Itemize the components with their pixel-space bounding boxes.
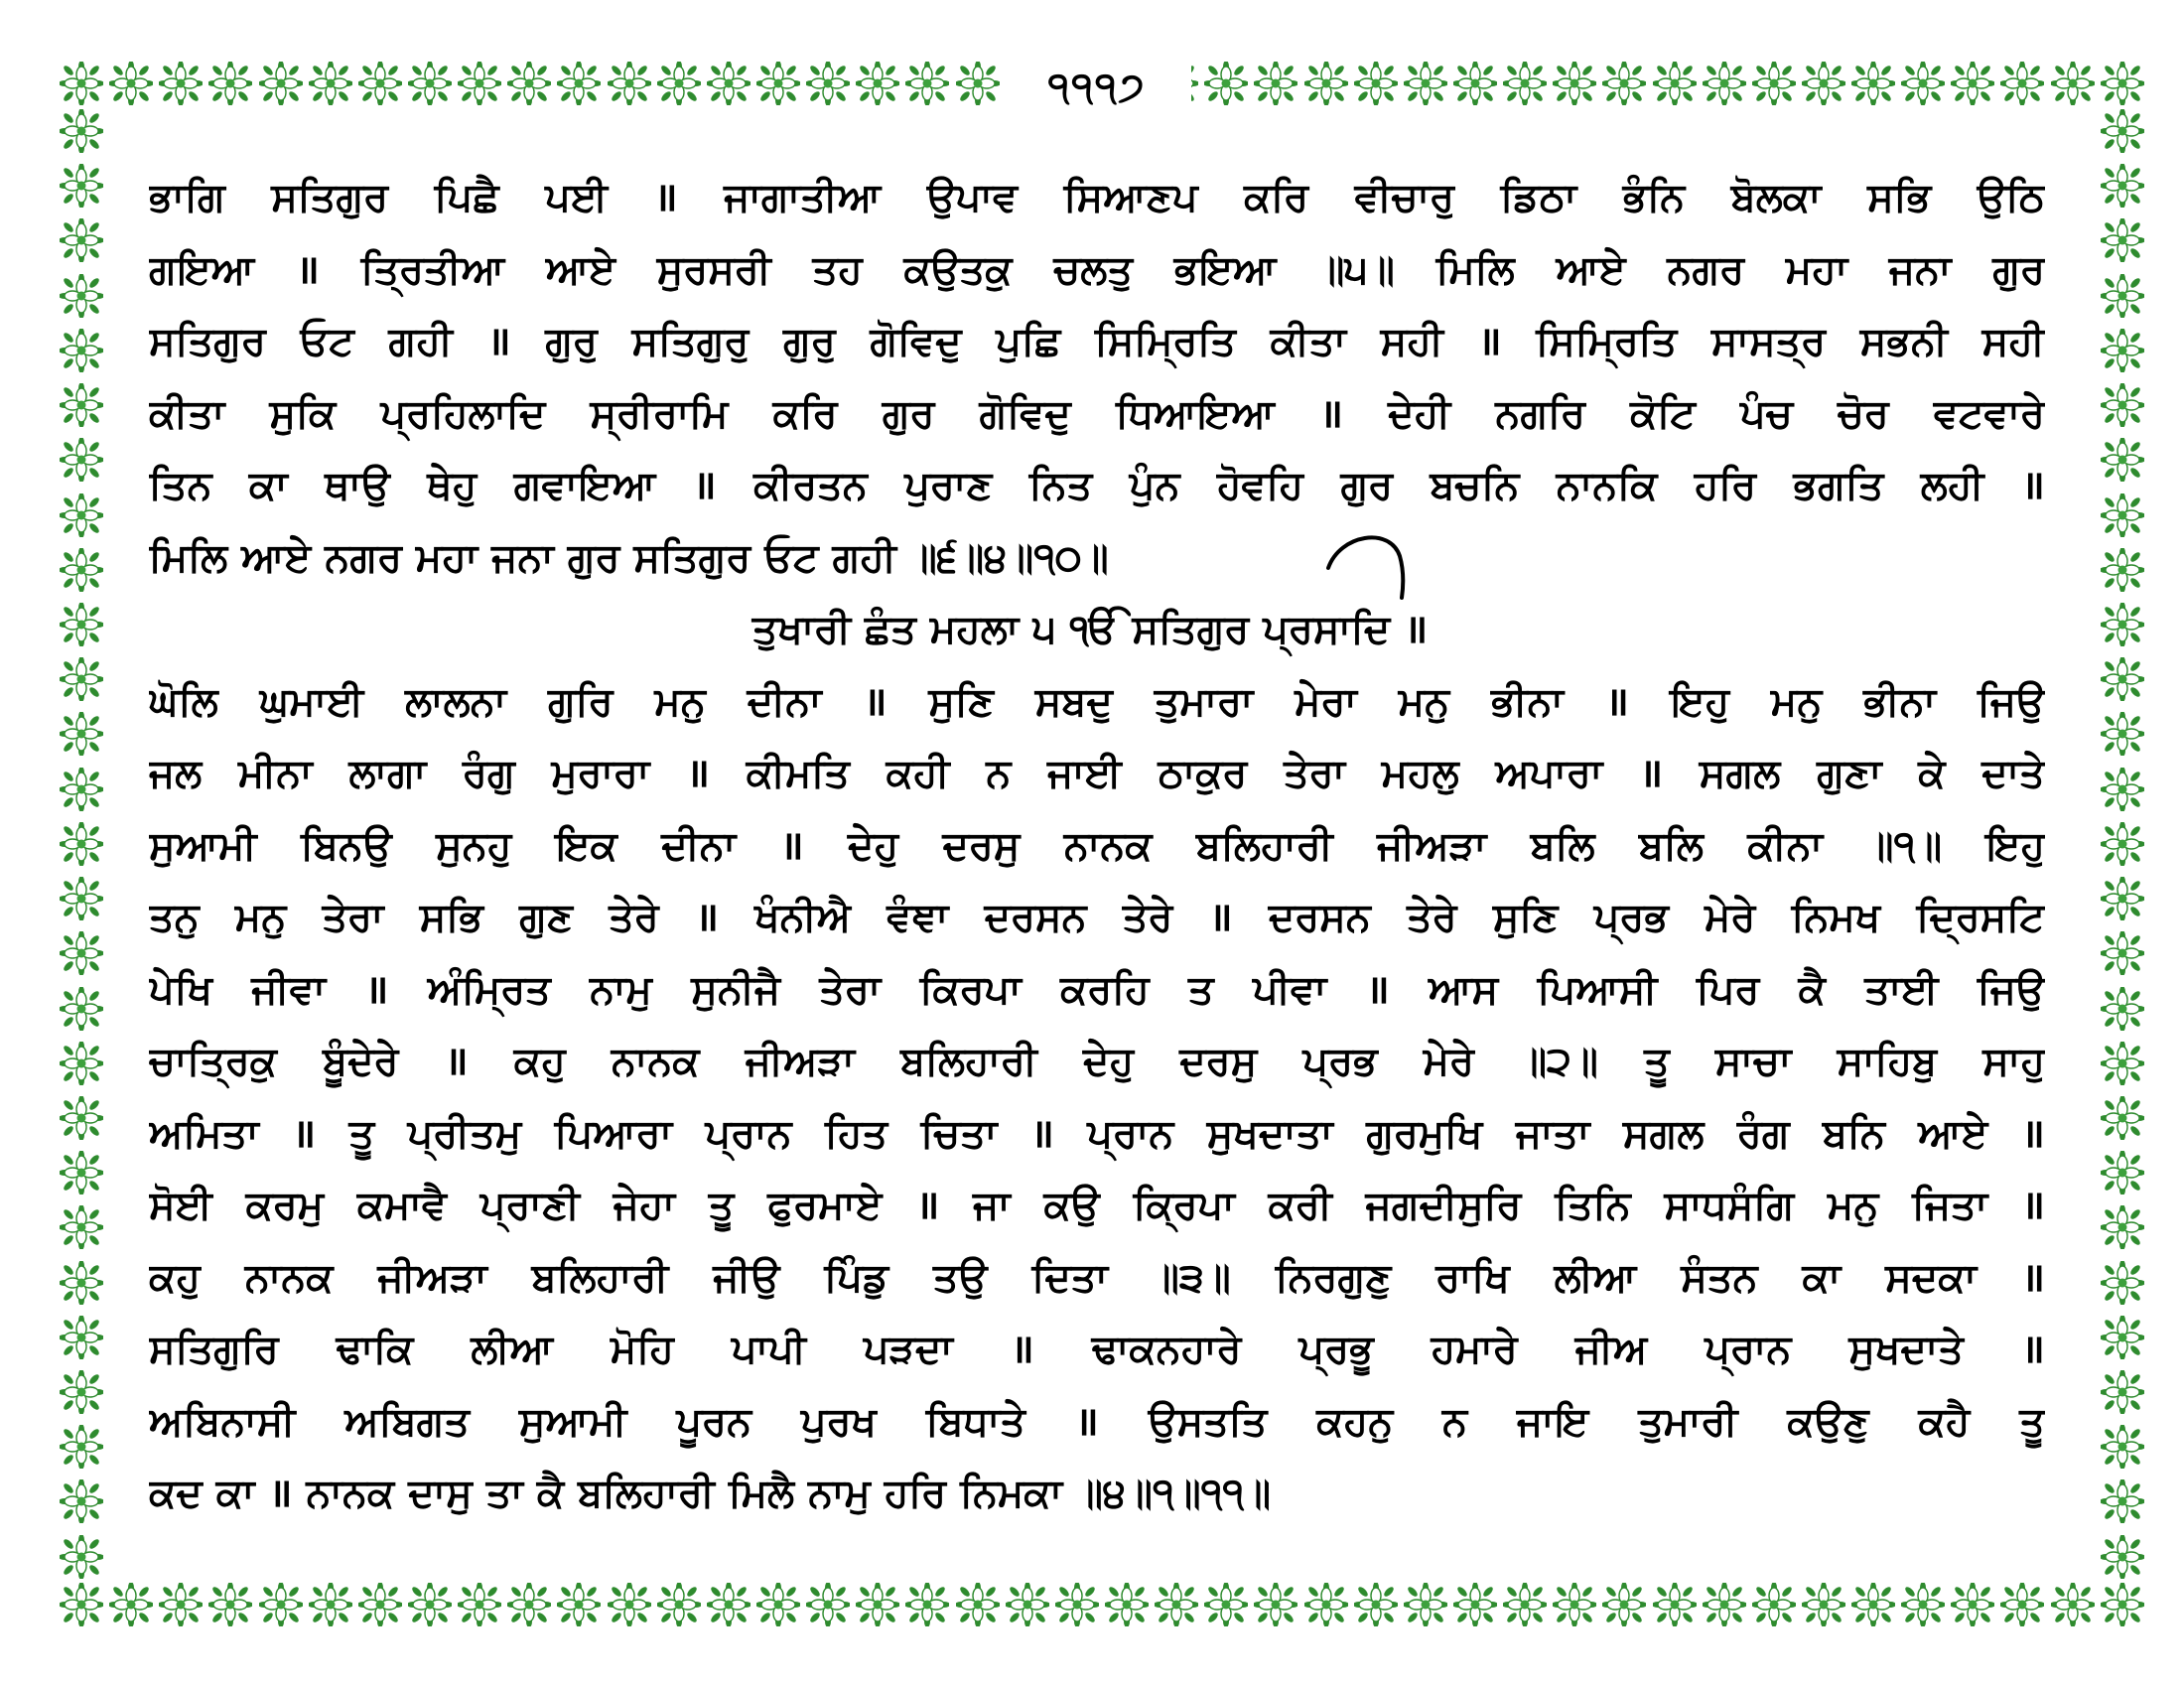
jasmine-flower-icon: [2101, 1583, 2144, 1626]
jasmine-flower-icon: [60, 931, 103, 975]
decorative-border-right: [2101, 109, 2144, 1579]
jasmine-flower-icon: [856, 62, 899, 105]
text-line: ਕੀਤਾ ਸੁਕਿ ਪ੍ਰਹਿਲਾਦਿ ਸ੍ਰੀਰਾਮਿ ਕਰਿ ਗੁਰ ਗੋਵਿਦੁ ਧਿਆਇਆ ॥ ਦੇਹੀ ਨਗਰਿ ਕੋਟਿ ਪੰਚ ਚੋਰ ਵਟਵਾਰੇ: [149, 390, 2045, 437]
jasmine-flower-icon: [60, 657, 103, 701]
jasmine-flower-icon: [2101, 548, 2144, 592]
jasmine-flower-icon: [60, 274, 103, 318]
jasmine-flower-icon: [208, 62, 252, 105]
jasmine-flower-icon: [1105, 1583, 1149, 1626]
jasmine-flower-icon: [159, 1583, 203, 1626]
jasmine-flower-icon: [2101, 768, 2144, 811]
jasmine-flower-icon: [1602, 62, 1646, 105]
jasmine-flower-icon: [60, 603, 103, 646]
text-line: ਸੁਆਮੀ ਬਿਨਉ ਸੁਨਹੁ ਇਕ ਦੀਨਾ ॥ ਦੇਹੁ ਦਰਸੁ ਨਾਨਕ ਬਲਿਹਾਰੀ ਜੀਅੜਾ ਬਲਿ ਬਲਿ ਕੀਨਾ ॥੧॥ ਇਹੁ: [149, 822, 2045, 869]
jasmine-flower-icon: [1752, 62, 1796, 105]
jasmine-flower-icon: [507, 1583, 551, 1626]
jasmine-flower-icon: [2051, 1583, 2095, 1626]
text-line: ਚਾਤ੍ਰਿਕੁ ਬੂੰਦੇਰੇ ॥ ਕਹੁ ਨਾਨਕ ਜੀਅੜਾ ਬਲਿਹਾਰੀ ਦੇਹੁ ਦਰਸੁ ਪ੍ਰਭ ਮੇਰੇ ॥੨॥ ਤੂ ਸਾਚਾ ਸਾਹਿਬੁ ਸਾਹੁ: [149, 1039, 2045, 1084]
jasmine-flower-icon: [60, 438, 103, 482]
jasmine-flower-icon: [60, 1370, 103, 1414]
text-line: ਅਬਿਨਾਸੀ ਅਬਿਗਤ ਸੁਆਮੀ ਪੂਰਨ ਪੁਰਖ ਬਿਧਾਤੇ ॥ ਉਸਤਤਿ ਕਹਨੁ ਨ ਜਾਇ ਤੁਮਾਰੀ ਕਉਣੁ ਕਹੈ ਤੂ: [149, 1398, 2045, 1445]
jasmine-flower-icon: [60, 329, 103, 372]
jasmine-flower-icon: [1254, 1583, 1297, 1626]
scripture-text-body: [149, 162, 2045, 1530]
jasmine-flower-icon: [1503, 62, 1547, 105]
jasmine-flower-icon: [458, 1583, 501, 1626]
jasmine-flower-icon: [608, 62, 651, 105]
page-number-container: [1003, 58, 1191, 117]
jasmine-flower-icon: [856, 1583, 899, 1626]
jasmine-flower-icon: [1304, 1583, 1348, 1626]
jasmine-flower-icon: [60, 218, 103, 262]
jasmine-flower-icon: [1951, 1583, 1994, 1626]
jasmine-flower-icon: [60, 768, 103, 811]
jasmine-flower-icon: [309, 1583, 352, 1626]
jasmine-flower-icon: [2101, 1425, 2144, 1469]
jasmine-flower-icon: [1204, 1583, 1248, 1626]
jasmine-flower-icon: [259, 62, 303, 105]
jasmine-flower-icon: [707, 1583, 751, 1626]
jasmine-flower-icon: [2101, 1151, 2144, 1195]
jasmine-flower-icon: [60, 1535, 103, 1579]
page-number: ੧੧੧੭: [1047, 65, 1147, 110]
jasmine-flower-icon: [60, 1316, 103, 1359]
jasmine-flower-icon: [905, 62, 949, 105]
jasmine-flower-icon: [2101, 931, 2144, 975]
jasmine-flower-icon: [1901, 1583, 1945, 1626]
jasmine-flower-icon: [358, 62, 402, 105]
text-line: ਤਨੁ ਮਨੁ ਤੇਰਾ ਸਭਿ ਗੁਣ ਤੇਰੇ ॥ ਖੰਨੀਐ ਵੰਞਾ ਦਰਸਨ ਤੇਰੇ ॥ ਦਰਸਨ ਤੇਰੇ ਸੁਣਿ ਪ੍ਰਭ ਮੇਰੇ ਨਿਮਖ ਦ੍ਰਿਸਟਿ: [149, 895, 2045, 940]
jasmine-flower-icon: [2101, 164, 2144, 208]
jasmine-flower-icon: [1653, 62, 1697, 105]
jasmine-flower-icon: [159, 62, 203, 105]
jasmine-flower-icon: [60, 822, 103, 866]
jasmine-flower-icon: [1254, 62, 1297, 105]
jasmine-flower-icon: [208, 1583, 252, 1626]
jasmine-flower-icon: [2101, 1479, 2144, 1523]
text-line: ਕਦ ਕਾ ॥ ਨਾਨਕ ਦਾਸੁ ਤਾ ਕੈ ਬਲਿਹਾਰੀ ਮਿਲੈ ਨਾਮੁ ਹਰਿ ਨਿਮਕਾ ॥੪॥੧॥੧੧॥: [149, 1471, 1272, 1516]
jasmine-flower-icon: [2000, 62, 2044, 105]
text-line: ਗਇਆ ॥ ਤ੍ਰਿਤੀਆ ਆਏ ਸੁਰਸਰੀ ਤਹ ਕਉਤਕੁ ਚਲਤੁ ਭਇਆ ॥੫॥ ਮਿਲਿ ਆਏ ਨਗਰ ਮਹਾ ਜਨਾ ਗੁਰ: [149, 246, 2045, 293]
jasmine-flower-icon: [60, 1425, 103, 1469]
jasmine-flower-icon: [109, 1583, 153, 1626]
jasmine-flower-icon: [2101, 383, 2144, 427]
jasmine-flower-icon: [2101, 657, 2144, 701]
jasmine-flower-icon: [1404, 62, 1447, 105]
jasmine-flower-icon: [608, 1583, 651, 1626]
jasmine-flower-icon: [1703, 62, 1746, 105]
section-heading: ਤੁਖਾਰੀ ਛੰਤ ਮਹਲਾ ੫ ੴ ਸਤਿਗੁਰ ਪ੍ਰਸਾਦਿ ॥: [751, 607, 1429, 652]
jasmine-flower-icon: [1851, 1583, 1895, 1626]
jasmine-flower-icon: [1851, 62, 1895, 105]
jasmine-flower-icon: [1006, 1583, 1049, 1626]
jasmine-flower-icon: [60, 164, 103, 208]
jasmine-flower-icon: [2000, 1583, 2044, 1626]
jasmine-flower-icon: [408, 1583, 452, 1626]
jasmine-flower-icon: [60, 383, 103, 427]
jasmine-flower-icon: [2101, 1535, 2144, 1579]
jasmine-flower-icon: [60, 493, 103, 537]
text-line: ਸਤਿਗੁਰ ਓਟ ਗਹੀ ॥ ਗੁਰੁ ਸਤਿਗੁਰੁ ਗੁਰੁ ਗੋਵਿਦੁ ਪੁਛਿ ਸਿਮ੍ਰਿਤਿ ਕੀਤਾ ਸਹੀ ॥ ਸਿਮ੍ਰਿਤਿ ਸਾਸਤ੍ਰ ਸਭਨੀ ਸਹੀ: [149, 319, 2045, 364]
jasmine-flower-icon: [1055, 1583, 1099, 1626]
jasmine-flower-icon: [1553, 62, 1596, 105]
jasmine-flower-icon: [1802, 1583, 1845, 1626]
decorative-border-bottom: [60, 1583, 2144, 1626]
jasmine-flower-icon: [806, 1583, 850, 1626]
jasmine-flower-icon: [60, 1151, 103, 1195]
jasmine-flower-icon: [1653, 1583, 1697, 1626]
jasmine-flower-icon: [60, 548, 103, 592]
text-line: ਤਿਨ ਕਾ ਥਾਉ ਥੇਹੁ ਗਵਾਇਆ ॥ ਕੀਰਤਨ ਪੁਰਾਣ ਨਿਤ ਪੁੰਨ ਹੋਵਹਿ ਗੁਰ ਬਚਨਿ ਨਾਨਕਿ ਹਰਿ ਭਗਤਿ ਲਹੀ ॥: [149, 463, 2045, 508]
jasmine-flower-icon: [1453, 62, 1497, 105]
jasmine-flower-icon: [1901, 62, 1945, 105]
jasmine-flower-icon: [1453, 1583, 1497, 1626]
jasmine-flower-icon: [259, 1583, 303, 1626]
jasmine-flower-icon: [60, 1261, 103, 1305]
jasmine-flower-icon: [756, 1583, 800, 1626]
jasmine-flower-icon: [1752, 1583, 1796, 1626]
jasmine-flower-icon: [60, 1479, 103, 1523]
jasmine-flower-icon: [1602, 1583, 1646, 1626]
jasmine-flower-icon: [657, 62, 701, 105]
jasmine-flower-icon: [2101, 274, 2144, 318]
jasmine-flower-icon: [1703, 1583, 1746, 1626]
jasmine-flower-icon: [2101, 438, 2144, 482]
jasmine-flower-icon: [60, 877, 103, 920]
jasmine-flower-icon: [557, 62, 601, 105]
jasmine-flower-icon: [60, 712, 103, 756]
jasmine-flower-icon: [60, 987, 103, 1031]
jasmine-flower-icon: [2101, 329, 2144, 372]
jasmine-flower-icon: [2101, 218, 2144, 262]
jasmine-flower-icon: [60, 109, 103, 153]
jasmine-flower-icon: [507, 62, 551, 105]
jasmine-flower-icon: [707, 62, 751, 105]
jasmine-flower-icon: [2101, 1042, 2144, 1085]
jasmine-flower-icon: [60, 1042, 103, 1085]
jasmine-flower-icon: [2101, 822, 2144, 866]
jasmine-flower-icon: [1951, 62, 1994, 105]
jasmine-flower-icon: [2101, 712, 2144, 756]
jasmine-flower-icon: [956, 62, 1000, 105]
jasmine-flower-icon: [756, 62, 800, 105]
jasmine-flower-icon: [2101, 1261, 2144, 1305]
jasmine-flower-icon: [806, 62, 850, 105]
jasmine-flower-icon: [309, 62, 352, 105]
text-line: ਜਲ ਮੀਨਾ ਲਾਗਾ ਰੰਗੁ ਮੁਰਾਰਾ ॥ ਕੀਮਤਿ ਕਹੀ ਨ ਜਾਈ ਠਾਕੁਰ ਤੇਰਾ ਮਹਲੁ ਅਪਾਰਾ ॥ ਸਗਲ ਗੁਣਾ ਕੇ ਦਾਤੇ: [149, 751, 2045, 796]
jasmine-flower-icon: [956, 1583, 1000, 1626]
jasmine-flower-icon: [1553, 1583, 1596, 1626]
jasmine-flower-icon: [1802, 62, 1845, 105]
jasmine-flower-icon: [60, 62, 103, 105]
jasmine-flower-icon: [2101, 603, 2144, 646]
jasmine-flower-icon: [1155, 1583, 1198, 1626]
jasmine-flower-icon: [1204, 62, 1248, 105]
jasmine-flower-icon: [109, 62, 153, 105]
text-line: ਭਾਗਿ ਸਤਿਗੁਰ ਪਿਛੈ ਪਈ ॥ ਜਾਗਾਤੀਆ ਉਪਾਵ ਸਿਆਣਪ ਕਰਿ ਵੀਚਾਰੁ ਡਿਠਾ ਭੰਨਿ ਬੋਲਕਾ ਸਭਿ ਉਠਿ: [149, 175, 2045, 220]
jasmine-flower-icon: [2101, 1316, 2144, 1359]
jasmine-flower-icon: [2101, 493, 2144, 537]
jasmine-flower-icon: [60, 1583, 103, 1626]
jasmine-flower-icon: [2101, 1205, 2144, 1249]
jasmine-flower-icon: [2101, 877, 2144, 920]
decorative-border-left: [60, 109, 103, 1579]
text-line: ਮਿਲਿ ਆਏ ਨਗਰ ਮਹਾ ਜਨਾ ਗੁਰ ਸਤਿਗੁਰ ਓਟ ਗਹੀ ॥੬॥੪॥੧੦॥: [149, 534, 1109, 581]
jasmine-flower-icon: [1503, 1583, 1547, 1626]
jasmine-flower-icon: [2051, 62, 2095, 105]
text-line: ਘੋਲਿ ਘੁਮਾਈ ਲਾਲਨਾ ਗੁਰਿ ਮਨੁ ਦੀਨਾ ॥ ਸੁਣਿ ਸਬਦੁ ਤੁਮਾਰਾ ਮੇਰਾ ਮਨੁ ਭੀਨਾ ॥ ਇਹੁ ਮਨੁ ਭੀਨਾ ਜਿਉ: [149, 678, 2045, 725]
text-line: ਸਤਿਗੁਰਿ ਢਾਕਿ ਲੀਆ ਮੋਹਿ ਪਾਪੀ ਪੜਦਾ ॥ ਢਾਕਨਹਾਰੇ ਪ੍ਰਭੂ ਹਮਾਰੇ ਜੀਅ ਪ੍ਰਾਨ ਸੁਖਦਾਤੇ ॥: [149, 1327, 2045, 1372]
jasmine-flower-icon: [2101, 1096, 2144, 1140]
text-line: ਪੇਖਿ ਜੀਵਾ ॥ ਅੰਮ੍ਰਿਤ ਨਾਮੁ ਸੁਨੀਜੈ ਤੇਰਾ ਕਿਰਪਾ ਕਰਹਿ ਤ ਪੀਵਾ ॥ ਆਸ ਪਿਆਸੀ ਪਿਰ ਕੈ ਤਾਈ ਜਿਉ: [149, 966, 2045, 1013]
jasmine-flower-icon: [458, 62, 501, 105]
jasmine-flower-icon: [557, 1583, 601, 1626]
text-line: ਸੋਈ ਕਰਮੁ ਕਮਾਵੈ ਪ੍ਰਾਣੀ ਜੇਹਾ ਤੂ ਫੁਰਮਾਏ ॥ ਜਾ ਕਉ ਕ੍ਰਿਪਾ ਕਰੀ ਜਗਦੀਸੁਰਿ ਤਿਨਿ ਸਾਧਸੰਗਿ ਮਨੁ ਜਿਤਾ ॥: [149, 1183, 2045, 1228]
jasmine-flower-icon: [60, 1205, 103, 1249]
jasmine-flower-icon: [2101, 1370, 2144, 1414]
jasmine-flower-icon: [1404, 1583, 1447, 1626]
jasmine-flower-icon: [1354, 1583, 1398, 1626]
jasmine-flower-icon: [408, 62, 452, 105]
text-line: ਅਮਿਤਾ ॥ ਤੂ ਪ੍ਰੀਤਮੁ ਪਿਆਰਾ ਪ੍ਰਾਨ ਹਿਤ ਚਿਤਾ ॥ ਪ੍ਰਾਨ ਸੁਖਦਾਤਾ ਗੁਰਮੁਖਿ ਜਾਤਾ ਸਗਲ ਰੰਗ ਬਨਿ ਆਏ ॥: [149, 1110, 2045, 1157]
jasmine-flower-icon: [2101, 109, 2144, 153]
jasmine-flower-icon: [1304, 62, 1348, 105]
jasmine-flower-icon: [657, 1583, 701, 1626]
text-line: ਕਹੁ ਨਾਨਕ ਜੀਅੜਾ ਬਲਿਹਾਰੀ ਜੀਉ ਪਿੰਡੁ ਤਉ ਦਿਤਾ ॥੩॥ ਨਿਰਗੁਣੁ ਰਾਖਿ ਲੀਆ ਸੰਤਨ ਕਾ ਸਦਕਾ ॥: [149, 1254, 2045, 1301]
jasmine-flower-icon: [358, 1583, 402, 1626]
jasmine-flower-icon: [2101, 62, 2144, 105]
jasmine-flower-icon: [60, 1096, 103, 1140]
jasmine-flower-icon: [905, 1583, 949, 1626]
jasmine-flower-icon: [1354, 62, 1398, 105]
jasmine-flower-icon: [2101, 987, 2144, 1031]
